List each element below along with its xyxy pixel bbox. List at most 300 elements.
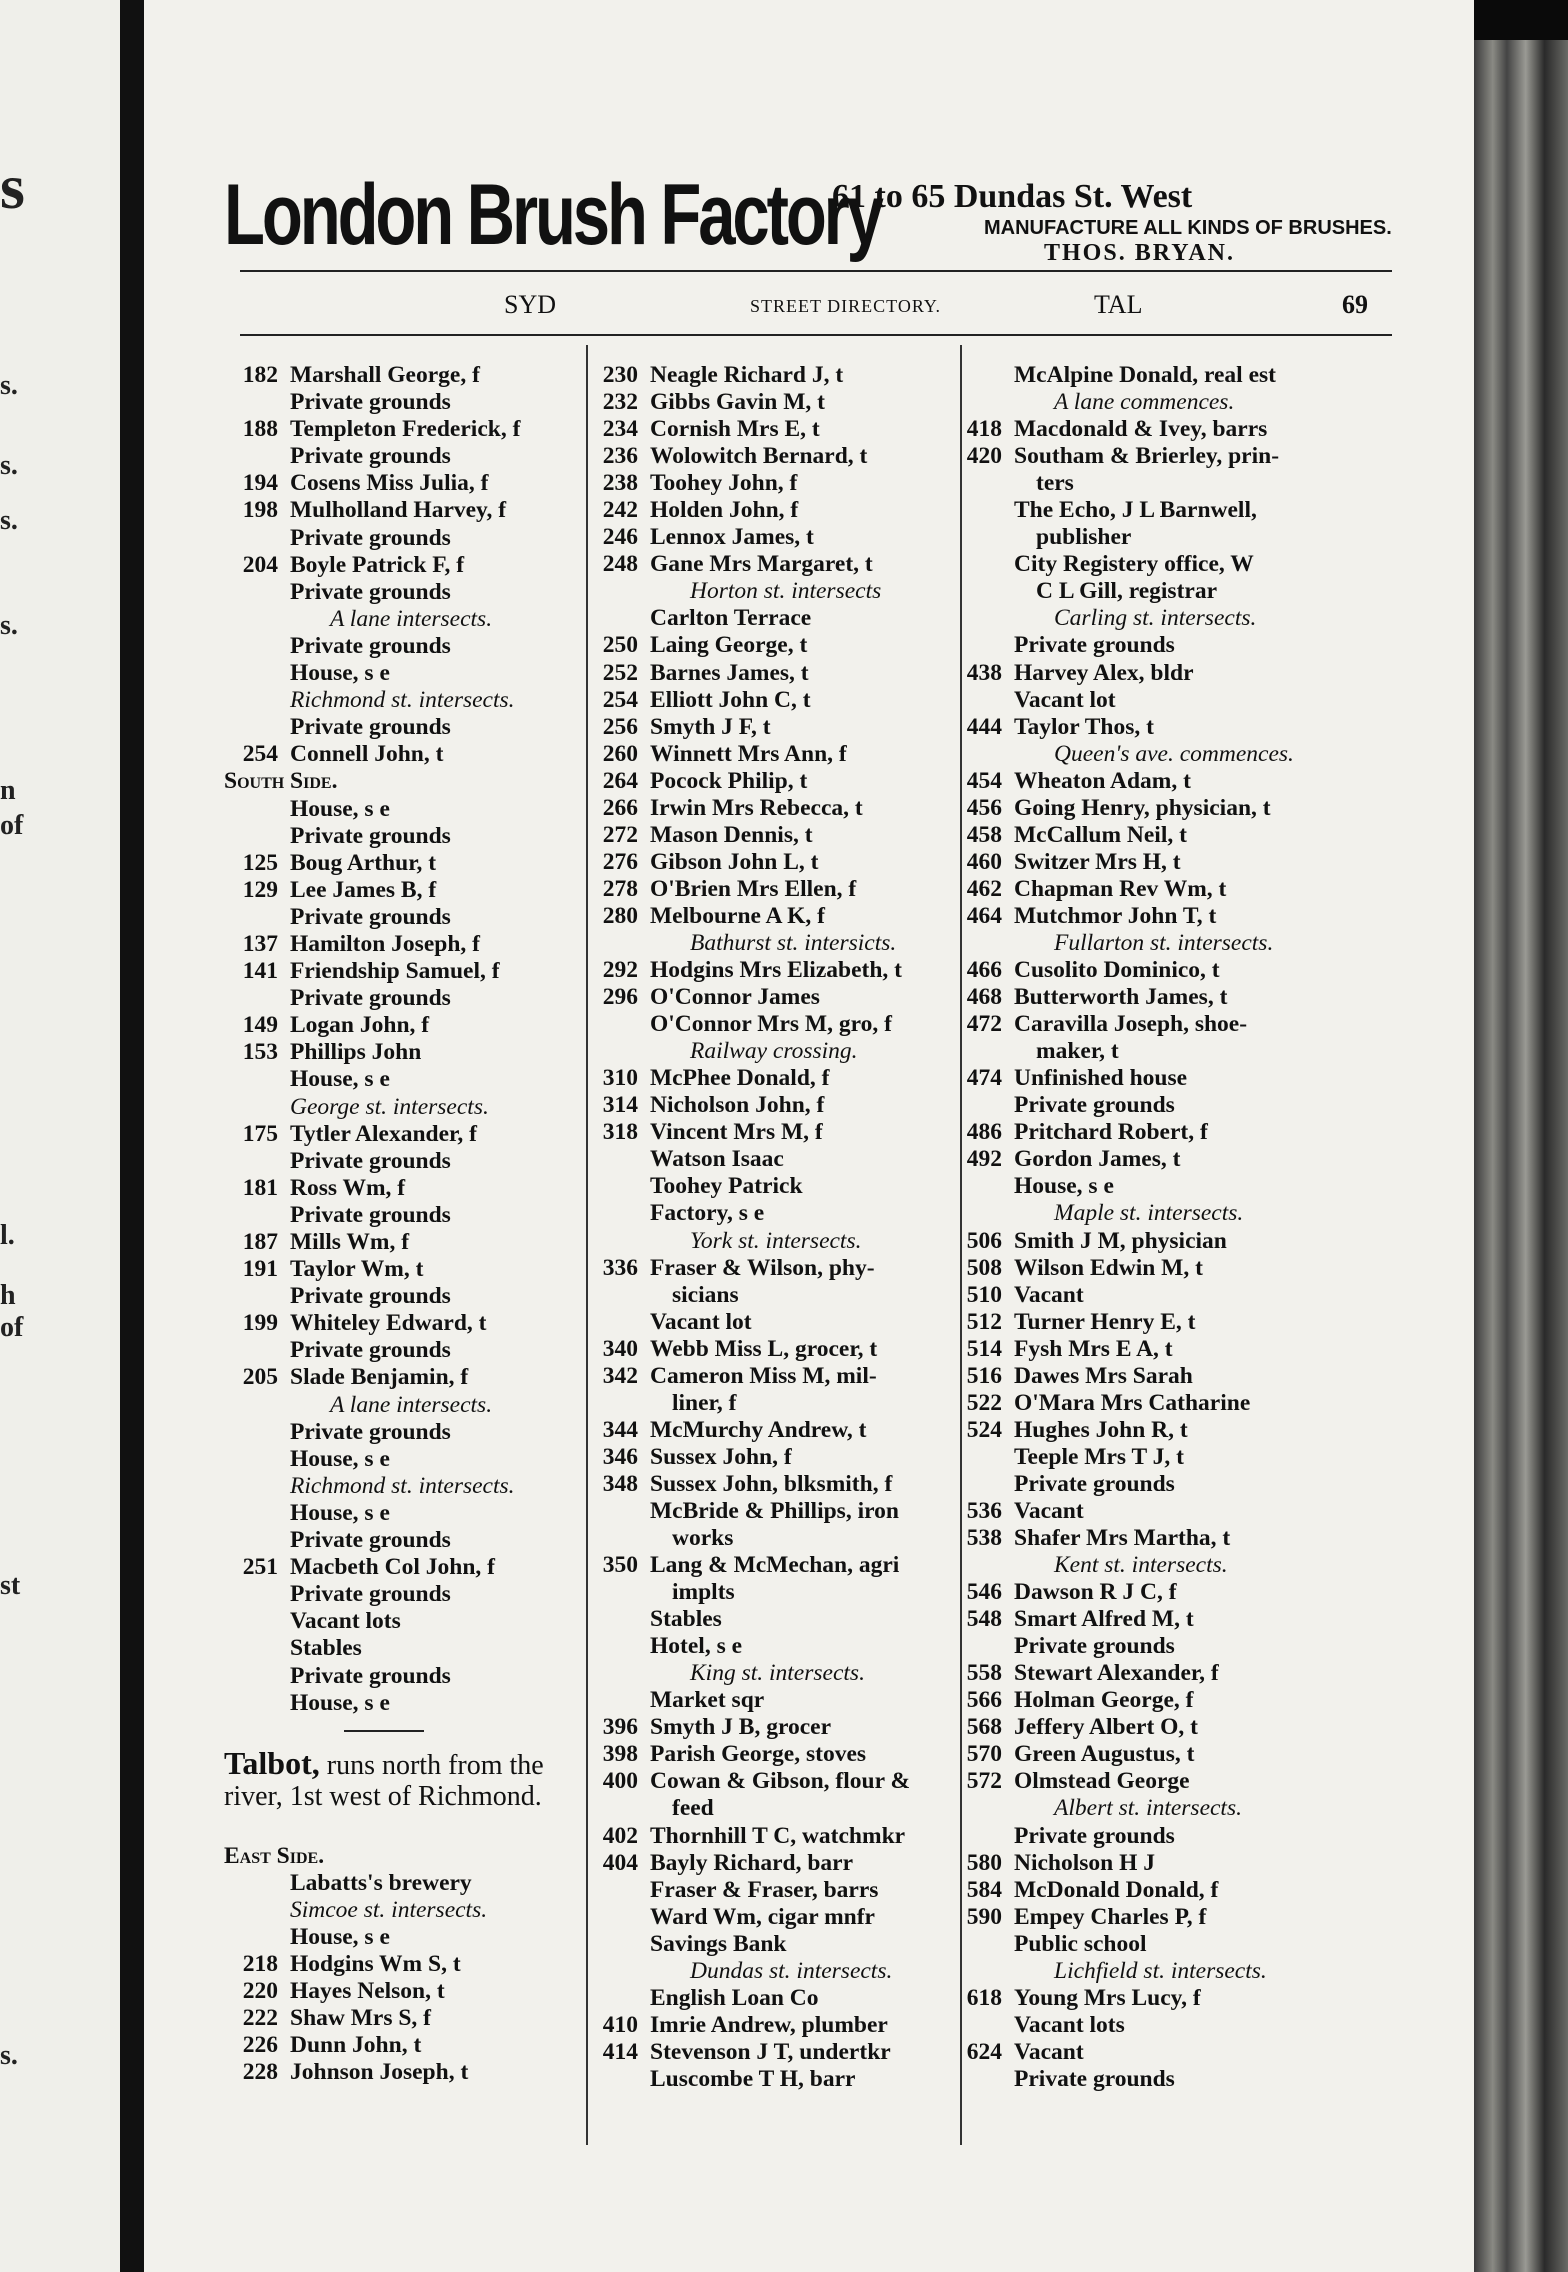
house-number: 420 [966,443,1002,470]
entry-text: McAlpine Donald, real est [1014,362,1276,388]
entry-text: Green Augustus, t [1014,1741,1195,1768]
entry-text: Smith J M, physician [1014,1227,1227,1254]
entry-text: Vacant lot [650,1308,752,1335]
entry-text: Stables [650,1606,722,1633]
entry-text: Hayes Nelson, t [290,1978,445,2005]
house-number: 570 [966,1741,1002,1768]
entry-text: Nicholson H J [1014,1849,1156,1876]
entry-text: Private grounds [290,1147,451,1174]
house-number: 548 [966,1606,1002,1633]
entry-text: Simcoe st. intersects. [290,1896,488,1923]
directory-line [948,389,1474,416]
entry-text: Holman George, f [1014,1687,1194,1714]
margin-fragment: s. [0,610,18,641]
house-number: 536 [966,1497,1002,1524]
directory-line [948,362,1474,389]
directory-entry [948,416,1474,443]
entry-text: House, s e [1014,1173,1114,1200]
house-number: 242 [602,497,638,524]
directory-entry [948,957,1474,984]
entry-text: Gordon James, t [1014,1146,1181,1173]
house-number: 230 [602,362,638,388]
entry-text: Lang & McMechan, agri [650,1552,900,1579]
directory-line [948,605,1474,632]
entry-text: Empey Charles P, f [1014,1903,1207,1930]
entry-text: South Side. [224,768,338,795]
margin-fragment: of [0,1312,24,1343]
margin-fragment: s. [0,2040,18,2071]
directory-entry [948,1660,1474,1687]
house-number: 272 [602,821,638,848]
house-number: 296 [602,984,638,1011]
entry-text: Hodgins Mrs Elizabeth, t [650,957,902,984]
ad-tagline: MANUFACTURE ALL KINDS OF BRUSHES. [984,217,1392,239]
entry-text: Slade Benjamin, f [290,1364,469,1391]
entry-text: McPhee Donald, f [650,1065,830,1092]
entry-text: McBride & Phillips, iron [650,1497,899,1524]
entry-text: Chapman Rev Wm, t [1014,875,1227,902]
entry-text: works [672,1525,734,1552]
entry-text: Whiteley Edward, t [290,1310,487,1337]
house-number: 438 [966,659,1002,686]
house-number: 344 [602,1416,638,1443]
house-number: 348 [602,1470,638,1497]
entry-text: Ward Wm, cigar mnfr [650,1903,875,1930]
entry-text: Caravilla Joseph, shoe- [1014,1011,1248,1038]
house-number: 584 [966,1876,1002,1903]
entry-text: Macdonald & Ivey, barrs [1014,416,1268,443]
directory-entry [948,1309,1474,1336]
house-number: 398 [602,1741,638,1768]
street-description: runs north from the river, 1st west of Richmond. [224,1749,544,1812]
margin-fragment: s. [0,370,18,401]
directory-line [948,470,1474,497]
entry-text: Sussex John, f [650,1443,792,1470]
entry-text: C L Gill, registrar [1036,578,1218,605]
house-number: 508 [966,1254,1002,1281]
directory-entry [948,1363,1474,1390]
entry-text: Connell John, t [290,741,444,768]
house-number: 492 [966,1146,1002,1173]
directory-line [948,741,1474,768]
entry-text: Cusolito Dominico, t [1014,957,1220,984]
directory-entry [948,1417,1474,1444]
entry-text: Nicholson John, f [650,1092,825,1119]
entry-text: Shafer Mrs Martha, t [1014,1525,1231,1552]
entry-text: Harvey Alex, bldr [1014,659,1194,686]
directory-entry [948,795,1474,822]
directory-entry [948,1390,1474,1417]
entry-text: Boug Arthur, t [290,849,437,876]
directory-entry [948,984,1474,1011]
entry-text: Vincent Mrs M, f [650,1119,823,1146]
house-number: 510 [966,1281,1002,1308]
directory-line [948,1552,1474,1579]
entry-text: Wilson Edwin M, t [1014,1254,1203,1281]
house-number: 218 [242,1951,278,1978]
entry-text: Templeton Frederick, f [290,416,521,443]
entry-text: Cowan & Gibson, flour & [650,1768,911,1795]
entry-text: Switzer Mrs H, t [1014,848,1181,875]
entry-text: Private grounds [1014,1822,1175,1849]
directory-entry [948,1714,1474,1741]
entry-text: Private grounds [290,714,451,741]
house-number: 175 [242,1120,278,1147]
house-number: 454 [966,767,1002,794]
entry-text: Hotel, s e [650,1633,743,1660]
entry-text: O'Brien Mrs Ellen, f [650,875,857,902]
entry-text: Mutchmor John T, t [1014,902,1217,929]
directory-page [144,0,1474,2272]
house-number: 292 [602,957,638,984]
directory-line [948,1931,1474,1958]
house-number: 276 [602,848,638,875]
house-number: 153 [242,1039,278,1066]
entry-text: Laing George, t [650,632,808,659]
directory-entry [948,1877,1474,1904]
house-number: 280 [602,902,638,929]
directory-entry [948,443,1474,470]
directory-entry [948,1904,1474,1931]
directory-entry [948,876,1474,903]
entry-text: Phillips John [290,1039,422,1066]
house-number: 187 [242,1229,278,1255]
entry-text: maker, t [1036,1038,1119,1065]
entry-text: Public school [1014,1930,1147,1957]
house-number: 468 [966,984,1002,1011]
entry-text: publisher [1036,524,1132,551]
house-number: 188 [242,416,278,443]
entry-text: Albert st. intersects. [1054,1795,1242,1822]
entry-text: Luscombe T H, barr [650,2065,856,2092]
house-number: 514 [966,1335,1002,1362]
page-number: 69 [1342,290,1368,319]
entry-text: Lichfield st. intersects. [1054,1957,1267,1984]
house-number: 538 [966,1525,1002,1552]
directory-line [948,1200,1474,1227]
entry-text: Barnes James, t [650,659,809,686]
house-number: 516 [966,1362,1002,1389]
house-number: 336 [602,1254,638,1281]
house-number: 125 [242,849,278,876]
advertisement-header [224,160,1424,280]
entry-text: Logan John, f [290,1012,430,1039]
house-number: 340 [602,1335,638,1362]
margin-fragment: st [0,1570,21,1601]
entry-text: sicians [672,1281,739,1308]
house-number: 252 [602,659,638,686]
entry-text: Young Mrs Lucy, f [1014,1984,1201,2011]
entry-text: McCallum Neil, t [1014,821,1187,848]
house-number: 137 [242,930,278,957]
directory-entry [948,1741,1474,1768]
entry-text: Gane Mrs Margaret, t [650,551,873,578]
house-number: 444 [966,713,1002,740]
entry-text: House, s e [290,1499,390,1526]
entry-text: Richmond st. intersects. [290,1472,515,1499]
entry-text: O'Connor James [650,984,820,1011]
house-number: 474 [966,1065,1002,1092]
house-number: 205 [242,1364,278,1391]
entry-text: Fraser & Fraser, barrs [650,1876,879,1903]
directory-entry [948,1985,1474,2012]
entry-text: Going Henry, physician, t [1014,794,1271,821]
entry-text: Private grounds [1014,1092,1175,1119]
entry-text: Boyle Patrick F, f [290,551,465,578]
entry-text: Vacant lot [1014,686,1116,713]
directory-entry [948,1119,1474,1146]
directory-line [948,687,1474,714]
entry-text: Bathurst st. intersicts. [690,929,897,956]
house-number: 228 [242,2059,278,2086]
entry-text: Gibbs Gavin M, t [650,389,825,416]
house-number: 546 [966,1579,1002,1606]
entry-text: Olmstead George [1014,1768,1190,1795]
entry-text: Webb Miss L, grocer, t [650,1335,878,1362]
margin-fragment: n [0,775,16,806]
house-number: 410 [602,2011,638,2038]
entry-text: Private grounds [290,1527,451,1554]
entry-text: Dawes Mrs Sarah [1014,1362,1193,1389]
house-number: 404 [602,1849,638,1876]
entry-text: Private grounds [290,1581,451,1608]
house-number: 236 [602,443,638,470]
entry-text: Dunn John, t [290,2032,422,2059]
entry-text: House, s e [290,795,390,822]
directory-entry [948,1011,1474,1038]
entry-text: Private grounds [290,1418,451,1445]
directory-line [948,632,1474,659]
directory-entry [948,1768,1474,1795]
entry-text: East Side. [224,1842,325,1869]
house-number: 590 [966,1903,1002,1930]
entry-text: A lane intersects. [330,605,493,632]
entry-text: The Echo, J L Barnwell, [1014,497,1257,524]
house-number: 618 [966,1984,1002,2011]
house-number: 568 [966,1714,1002,1741]
entry-text: Ross Wm, f [290,1174,406,1201]
entry-text: liner, f [672,1389,737,1416]
entry-text: Private grounds [1014,1633,1175,1660]
entry-text: Parish George, stoves [650,1741,867,1768]
house-number: 460 [966,848,1002,875]
house-number: 181 [242,1174,278,1201]
brand-name: London Brush Factory [224,167,881,263]
entry-text: Gibson John L, t [650,848,819,875]
directory-line [948,930,1474,957]
house-number: 400 [602,1768,638,1795]
house-number: 256 [602,713,638,740]
entry-text: Kent st. intersects. [1054,1552,1228,1579]
entry-text: Private grounds [290,524,451,551]
header-rule [240,270,1392,272]
house-number: 198 [242,497,278,524]
entry-text: Private grounds [290,1337,451,1364]
directory-entry [948,768,1474,795]
entry-text: City Registery office, W [1014,551,1254,578]
house-number: 462 [966,875,1002,902]
ad-address: 61 to 65 Dundas St. West [832,178,1193,215]
house-number: 266 [602,794,638,821]
house-number: 512 [966,1308,1002,1335]
entry-text: Vacant lots [290,1608,401,1635]
entry-text: Neagle Richard J, t [650,362,844,388]
entry-text: Teeple Mrs T J, t [1014,1443,1184,1470]
directory-line [948,1173,1474,1200]
directory-line [948,1444,1474,1471]
book-gutter [120,0,144,2272]
house-number: 486 [966,1119,1002,1146]
house-number: 350 [602,1552,638,1579]
entry-text: ters [1036,470,1074,497]
entry-text: Hodgins Wm S, t [290,1951,461,1978]
entry-text: Vacant lots [1014,2011,1125,2038]
directory-entry [948,1065,1474,1092]
entry-text: Bayly Richard, barr [650,1849,854,1876]
ad-proprietor: THOS. BRYAN. [1044,240,1235,266]
house-number: 314 [602,1092,638,1119]
entry-text: Private grounds [290,903,451,930]
adjacent-page-margin [0,0,130,2272]
entry-text: implts [672,1579,735,1606]
entry-text: Toohey John, f [650,470,798,497]
entry-text: Hamilton Joseph, f [290,930,480,957]
running-head [240,290,1392,330]
entry-text: Pocock Philip, t [650,767,808,794]
house-number: 226 [242,2032,278,2059]
directory-entry [948,822,1474,849]
directory-line [948,578,1474,605]
entry-text: Vacant [1014,1281,1084,1308]
entry-text: Mills Wm, f [290,1229,410,1255]
entry-text: Carlton Terrace [650,605,812,632]
entry-text: Carling st. intersects. [1054,605,1257,632]
house-number: 278 [602,875,638,902]
margin-fragment: h [0,1280,16,1311]
directory-entry [948,1282,1474,1309]
house-number: 506 [966,1227,1002,1254]
house-number: 402 [602,1822,638,1849]
entry-text: Taylor Wm, t [290,1256,424,1283]
entry-text: A lane commences. [1054,389,1235,416]
directory-line [948,1038,1474,1065]
entry-text: Queen's ave. commences. [1054,740,1294,767]
entry-text: Jeffery Albert O, t [1014,1714,1199,1741]
directory-entry [948,903,1474,930]
entry-text: Taylor Thos, t [1014,713,1154,740]
entry-text: Savings Bank [650,1930,787,1957]
running-head-center: STREET DIRECTORY. [750,296,942,316]
entry-text: Dawson R J C, f [1014,1579,1177,1606]
directory-entry [948,2039,1474,2066]
directory-entry [948,1498,1474,1525]
entry-text: A lane intersects. [330,1391,493,1418]
entry-text: Private grounds [1014,632,1175,659]
house-number: 464 [966,902,1002,929]
entry-text: George st. intersects. [290,1093,489,1120]
directory-line [948,2066,1474,2093]
entry-text: Unfinished house [1014,1065,1188,1092]
entry-text: English Loan Co [650,1984,819,2011]
house-number: 456 [966,794,1002,821]
entry-text: Private grounds [290,389,451,416]
entry-text: Horton st. intersects [690,578,882,605]
house-number: 204 [242,551,278,578]
entry-text: Vacant [1014,1497,1084,1524]
house-number: 220 [242,1978,278,2005]
running-head-left: SYD [504,290,557,319]
entry-text: Vacant [1014,2038,1084,2065]
margin-fragment: s. [0,450,18,481]
entry-text: Wheaton Adam, t [1014,767,1191,794]
house-number: 194 [242,470,278,497]
directory-entry [948,660,1474,687]
margin-fragment: of [0,810,24,841]
entry-text: Market sqr [650,1687,765,1714]
entry-text: Turner Henry E, t [1014,1308,1196,1335]
entry-text: House, s e [290,1066,390,1093]
entry-text: House, s e [290,1689,390,1716]
house-number: 522 [966,1389,1002,1416]
directory-line [948,551,1474,578]
directory-entry [948,1336,1474,1363]
entry-text: Dundas st. intersects. [690,1957,893,1984]
house-number: 318 [602,1119,638,1146]
entry-text: York st. intersects. [690,1227,862,1254]
entry-text: McMurchy Andrew, t [650,1416,867,1443]
directory-line [948,1958,1474,1985]
entry-text: Stewart Alexander, f [1014,1660,1219,1687]
directory-entry [948,1687,1474,1714]
entry-text: feed [672,1795,714,1822]
entry-text: Pritchard Robert, f [1014,1119,1208,1146]
house-number: 246 [602,524,638,551]
entry-text: Friendship Samuel, f [290,958,500,985]
directory-line [948,497,1474,524]
directory-line [948,2012,1474,2039]
directory-line [948,1795,1474,1822]
entry-text: House, s e [290,1445,390,1472]
directory-line [948,1471,1474,1498]
house-number: 396 [602,1714,638,1741]
entry-text: Lennox James, t [650,524,814,551]
directory-line [948,1823,1474,1850]
house-number: 466 [966,957,1002,984]
entry-text: Railway crossing. [690,1038,858,1065]
house-number: 250 [602,632,638,659]
entry-text: Private grounds [290,822,451,849]
entry-text: Private grounds [290,578,451,605]
entry-text: Private grounds [290,985,451,1012]
house-number: 572 [966,1768,1002,1795]
entry-text: Irwin Mrs Rebecca, t [650,794,863,821]
entry-text: Private grounds [290,1662,451,1689]
margin-fragment: s [0,151,25,222]
entry-text: Holden John, f [650,497,799,524]
house-number: 310 [602,1065,638,1092]
entry-text: Southam & Brierley, prin- [1014,443,1280,470]
entry-text: Sussex John, blksmith, f [650,1470,893,1497]
directory-entry [948,1146,1474,1173]
entry-text: Mulholland Harvey, f [290,497,507,524]
house-number: 346 [602,1443,638,1470]
entry-text: Cosens Miss Julia, f [290,470,489,497]
entry-text: Tytler Alexander, f [290,1120,477,1147]
entry-text: House, s e [290,660,390,687]
house-number: 580 [966,1849,1002,1876]
entry-text: Elliott John C, t [650,686,811,713]
header-rule [240,334,1392,336]
